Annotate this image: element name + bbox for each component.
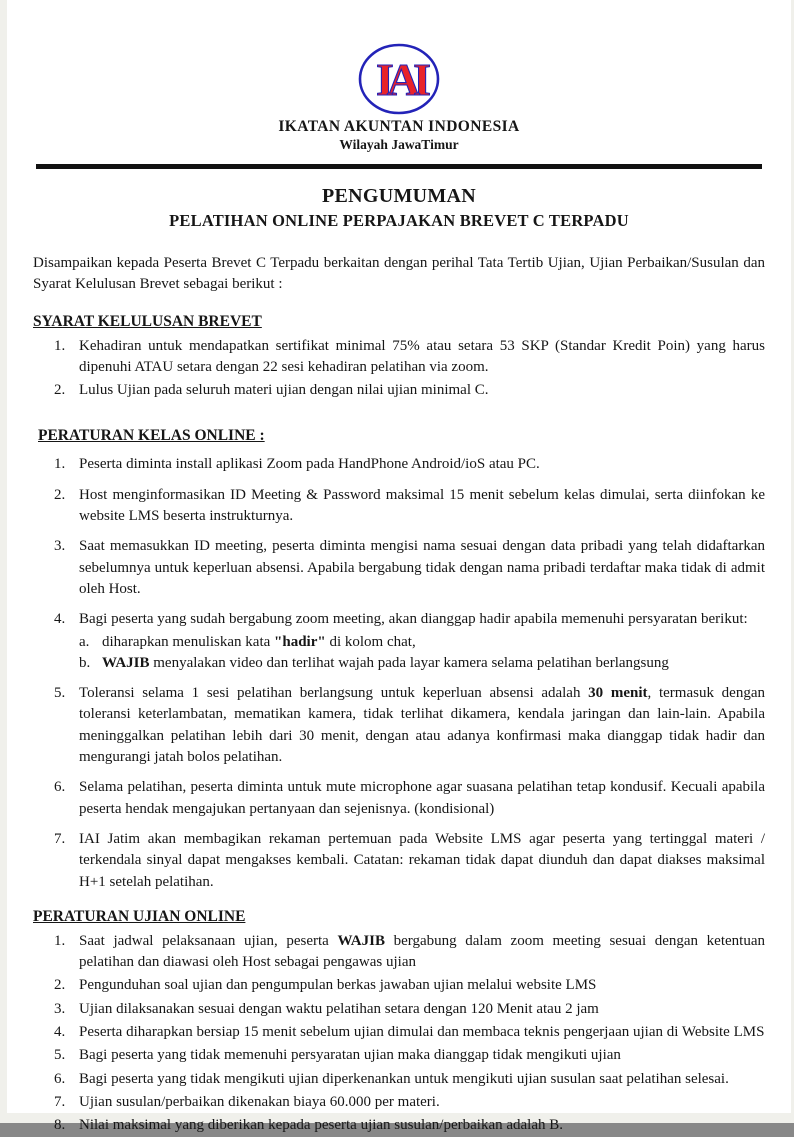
- list-item: [54, 1069, 765, 1090]
- text-run: Kehadiran untuk mendapatkan sertifikat minimal 75% atau setara 53 SKP (Standar Kredit Poin) yang harus dipenuhi ATAU setara dengan 22 sesi kehadiran pelatihan via zoom.: [79, 337, 765, 375]
- iai-logo-monogram: IAI: [375, 54, 425, 105]
- list-item: [54, 1092, 765, 1113]
- item-text: [79, 931, 765, 974]
- text-run: Selama pelatihan, peserta diminta untuk mute microphone agar suasana pelatihan tetap kondusif. Kecuali apabila peserta hendak mengajukan pertanyaan dan sejenisnya. (kondisional): [79, 779, 765, 817]
- item-text: [79, 975, 765, 996]
- text-run: Peserta diharapkan bersiap 15 menit sebelum ujian dimulai dan membaca teknis pengerjaan ujian di Website LMS: [79, 1024, 765, 1041]
- item-text: [79, 380, 765, 401]
- text-run: diharapkan menuliskan kata: [102, 633, 275, 650]
- page-subtitle: PELATIHAN ONLINE PERPAJAKAN BREVET C TERPADU: [169, 211, 629, 230]
- text-run: menyalakan video dan terlihat wajah pada layar kamera selama pelatihan berlangsung: [149, 654, 669, 671]
- list-item: [54, 1045, 765, 1066]
- list-item: [54, 931, 765, 974]
- list-item: [54, 1022, 765, 1043]
- bold-text-run: "hadir": [274, 633, 326, 650]
- item-text: [79, 1069, 765, 1090]
- item-number: 5.: [54, 685, 66, 702]
- iai-logo: [33, 42, 765, 116]
- sub-item-letter: a.: [79, 633, 90, 650]
- item-number: 2.: [54, 977, 66, 994]
- letterhead-divider: [36, 164, 762, 169]
- intro-paragraph: Disampaikan kepada Peserta Brevet C Terpadu berkaitan dengan perihal Tata Tertib Ujian, Ujian Perbaikan/Susulan dan Syarat Kelulusan Brevet sebagai berikut :: [33, 255, 765, 293]
- item-number: 6.: [54, 1070, 66, 1087]
- item-text: [79, 777, 765, 820]
- item-text: [79, 454, 765, 475]
- text-run: Saat memasukkan ID meeting, peserta diminta mengisi nama sesuai dengan data pribadi yang telah didaftarkan sebelumnya untuk keperluan absensi. Apabila bergabung tidak dengan nama pribadi terdaftar maka tidak di admit oleh Host.: [79, 538, 765, 597]
- text-run: Host menginformasikan ID Meeting & Password maksimal 15 menit sebelum kelas dimulai, serta diinfokan ke website LMS beserta instrukturnya.: [79, 486, 765, 525]
- sub-item-text: [102, 632, 765, 653]
- text-run: Bagi peserta yang sudah bergabung zoom meeting, akan dianggap hadir apabila memenuhi persyaratan berikut:: [79, 611, 748, 628]
- list-item: [54, 336, 765, 379]
- document-page: [7, 0, 791, 1134]
- text-run: Bagi peserta yang tidak mengikuti ujian diperkenankan untuk mengikuti ujian susulan saat pelatihan selesai.: [79, 1070, 729, 1087]
- item-text: [79, 1092, 765, 1113]
- lettered-sublist: [79, 632, 765, 675]
- list-item: [54, 975, 765, 996]
- section-heading: PERATURAN KELAS ONLINE :: [38, 427, 265, 445]
- item-number: 7.: [54, 1093, 66, 1110]
- item-text: [79, 829, 765, 893]
- item-number: 8.: [54, 1117, 66, 1134]
- iai-logo-icon: [357, 42, 441, 116]
- numbered-list: [54, 454, 765, 892]
- item-number: 5.: [54, 1047, 66, 1064]
- text-run: Bagi peserta yang tidak memenuhi persyaratan ujian maka dianggap tidak mengikuti ujian: [79, 1047, 621, 1064]
- item-text: [79, 336, 765, 379]
- sections: [33, 313, 765, 1137]
- list-item: [54, 485, 765, 528]
- item-number: 3.: [54, 1000, 66, 1017]
- document-section: [33, 908, 765, 1137]
- text-run: di kolom chat,: [325, 633, 416, 650]
- list-item: [54, 683, 765, 768]
- numbered-list: [54, 336, 765, 402]
- item-text: [79, 609, 765, 674]
- list-item: [54, 829, 765, 893]
- item-number: 2.: [54, 486, 66, 503]
- text-run: Nilai maksimal yang diberikan kepada peserta ujian susulan/perbaikan adalah B.: [79, 1117, 564, 1134]
- list-item: [54, 999, 765, 1020]
- text-run: , termasuk dengan toleransi keterlambatan, mematikan kamera, tidak terlihat dikamera, kendala jaringan dan lain-lain. Apabila meninggalkan pelatihan lebih dari 30 menit, dengan atau adanya konfirmasi maka dianggap tidak hadir dan mengurangi jatah bolos pelatihan.: [79, 685, 765, 766]
- item-number: 4.: [54, 1024, 66, 1041]
- document-section: [33, 313, 765, 402]
- list-item: [54, 536, 765, 600]
- item-number: 6.: [54, 779, 66, 796]
- sub-list-item: [79, 632, 765, 653]
- document-content: [7, 0, 791, 1137]
- numbered-list: [54, 931, 765, 1137]
- sub-list-item: [79, 653, 765, 674]
- item-number: 2.: [54, 382, 66, 399]
- document-section: [33, 427, 765, 892]
- bold-text-run: 30 menit: [588, 685, 648, 702]
- item-text: [79, 485, 765, 528]
- org-region: Wilayah JawaTimur: [339, 137, 459, 152]
- text-run: bergabung dalam zoom meeting sesuai dengan ketentuan pelatihan dan diawasi oleh Host sebagai pengawas ujian: [79, 932, 765, 971]
- bold-text-run: WAJIB: [102, 654, 150, 671]
- text-run: Toleransi selama 1 sesi pelatihan berlangsung untuk keperluan absensi adalah: [79, 685, 589, 702]
- text-run: Pengunduhan soal ujian dan pengumpulan berkas jawaban ujian melalui website LMS: [79, 977, 597, 994]
- item-text: [79, 536, 765, 600]
- item-number: 1.: [54, 337, 66, 354]
- text-run: Saat jadwal pelaksanaan ujian, peserta: [79, 932, 338, 949]
- sub-item-letter: b.: [79, 654, 91, 671]
- item-number: 3.: [54, 538, 66, 555]
- item-number: 7.: [54, 830, 66, 847]
- list-item: [54, 1115, 765, 1136]
- text-run: Peserta diminta install aplikasi Zoom pada HandPhone Android/ioS atau PC.: [79, 456, 540, 473]
- item-text: [79, 999, 765, 1020]
- item-number: 1.: [54, 456, 66, 473]
- item-text: [79, 1045, 765, 1066]
- page-title: PENGUMUMAN: [321, 185, 477, 207]
- list-item: [54, 777, 765, 820]
- org-name: IKATAN AKUNTAN INDONESIA: [278, 118, 520, 135]
- text-run: IAI Jatim akan membagikan rekaman pertemuan pada Website LMS agar peserta yang tertinggal materi / terkendala sinyal dapat mengakses kembali. Catatan: rekaman tidak dapat diunduh dan dapat diakses maksimal H+1 setelah pelatihan.: [79, 830, 765, 890]
- item-number: 4.: [54, 611, 66, 628]
- item-number: 1.: [54, 932, 66, 949]
- text-run: Ujian dilaksanakan sesuai dengan waktu pelatihan setara dengan 120 Menit atau 2 jam: [79, 1000, 599, 1017]
- letterhead: [33, 42, 765, 153]
- item-text: [79, 1115, 765, 1136]
- list-item: [54, 454, 765, 475]
- item-text: [79, 1022, 765, 1043]
- list-item: [54, 609, 765, 674]
- text-run: Ujian susulan/perbaikan dikenakan biaya 60.000 per materi.: [79, 1093, 440, 1110]
- section-heading: PERATURAN UJIAN ONLINE: [33, 907, 246, 925]
- list-item: [54, 380, 765, 401]
- bold-text-run: WAJIB: [337, 932, 385, 949]
- sub-item-text: [102, 653, 765, 674]
- item-text: [79, 683, 765, 768]
- section-heading: SYARAT KELULUSAN BREVET: [33, 312, 262, 330]
- text-run: Lulus Ujian pada seluruh materi ujian dengan nilai ujian minimal C.: [79, 382, 489, 399]
